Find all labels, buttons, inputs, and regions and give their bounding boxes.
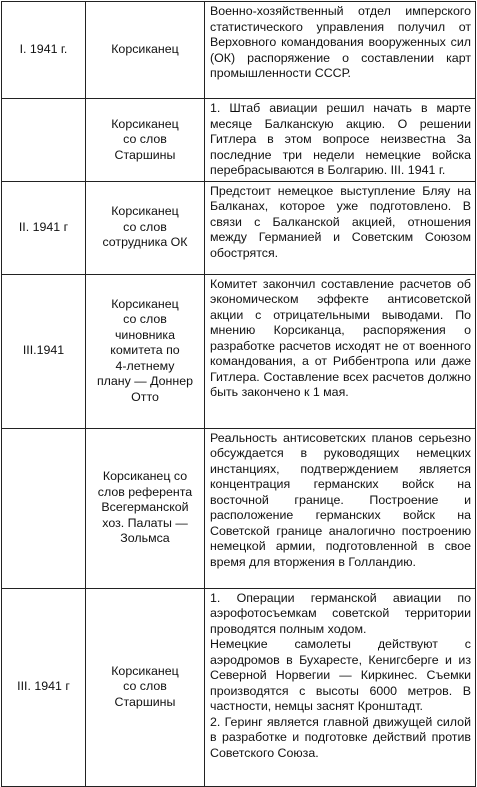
report-text-cell: Реальность антисоветских планов серьезно обсуждается в руководящих немецких инстанциях, подтверждением является концентрация германских войск на восточной границе. Построение и расположение германских войск на Советской границе аналогично построению немецкой армии, подготовленной в свое время для вторжения в Голландию. [205, 428, 476, 588]
source-cell: Корсиканец со слов сотрудника ОК [86, 181, 205, 274]
table-row [2, 588, 476, 786]
date-cell: II. 1941 г [2, 181, 86, 274]
source-cell: Корсиканец со слов Старшины [86, 99, 205, 182]
table-row [2, 99, 476, 182]
report-text-cell: Комитет закончил составление расчетов об экономическом эффекте антисоветской акции с отрицательными выводами. По мнению Корсиканца, распоряжения о разработке расчетов исходят не от военного командования, а от Риббентропа или даже Гитлера. Составление всех расчетов должно быть закончено к 1 мая. [205, 274, 476, 428]
report-text-cell: 1. Операции германской авиации по аэрофотосъемкам советской территории проводятся полным ходом. Немецкие самолеты действуют с аэродромов в Бухаресте, Кенигсберге и из Северной Норвегии — Киркинес. Съемки производятся с высоты 6000 метров. В частности, немцы заснят Кронштадт. 2. Геринг является главной движущей силой в разработке и подготовке действий против Советского Союза. [205, 588, 476, 786]
table-row [2, 181, 476, 274]
report-text-cell: 1. Штаб авиации решил начать в марте месяце Балканскую акцию. О решении Гитлера в этом вопросе неизвестна За последние три недели немецкие войска перебрасываются в Болгарию. III. 1941 г. [205, 99, 476, 182]
intelligence-reports-table [1, 1, 476, 787]
source-cell: Корсиканец со слов чиновника комитета по 4-летнему плану — Доннер Отто [86, 274, 205, 428]
report-text-cell: Военно-хозяйственный отдел имперского статистического управления получил от Верховного командования вооруженных сил (ОК) распоряжение о составлении карт промышленности СССР. [205, 2, 476, 99]
table-row [2, 2, 476, 99]
source-cell: Корсиканец со слов референта Всегерманской хоз. Палаты — Зольмса [86, 428, 205, 588]
date-cell [2, 99, 86, 182]
table-row [2, 274, 476, 428]
date-cell [2, 428, 86, 588]
source-cell: Корсиканец со слов Старшины [86, 588, 205, 786]
date-cell: I. 1941 г. [2, 2, 86, 99]
date-cell: III. 1941 г [2, 588, 86, 786]
source-cell: Корсиканец [86, 2, 205, 99]
table-row [2, 428, 476, 588]
date-cell: III.1941 [2, 274, 86, 428]
report-text-cell: Предстоит немецкое выступление Бляу на Балканах, которое уже подготовлено. В связи с Балканской акцией, отношения между Германией и Советским Союзом обострятся. [205, 181, 476, 274]
